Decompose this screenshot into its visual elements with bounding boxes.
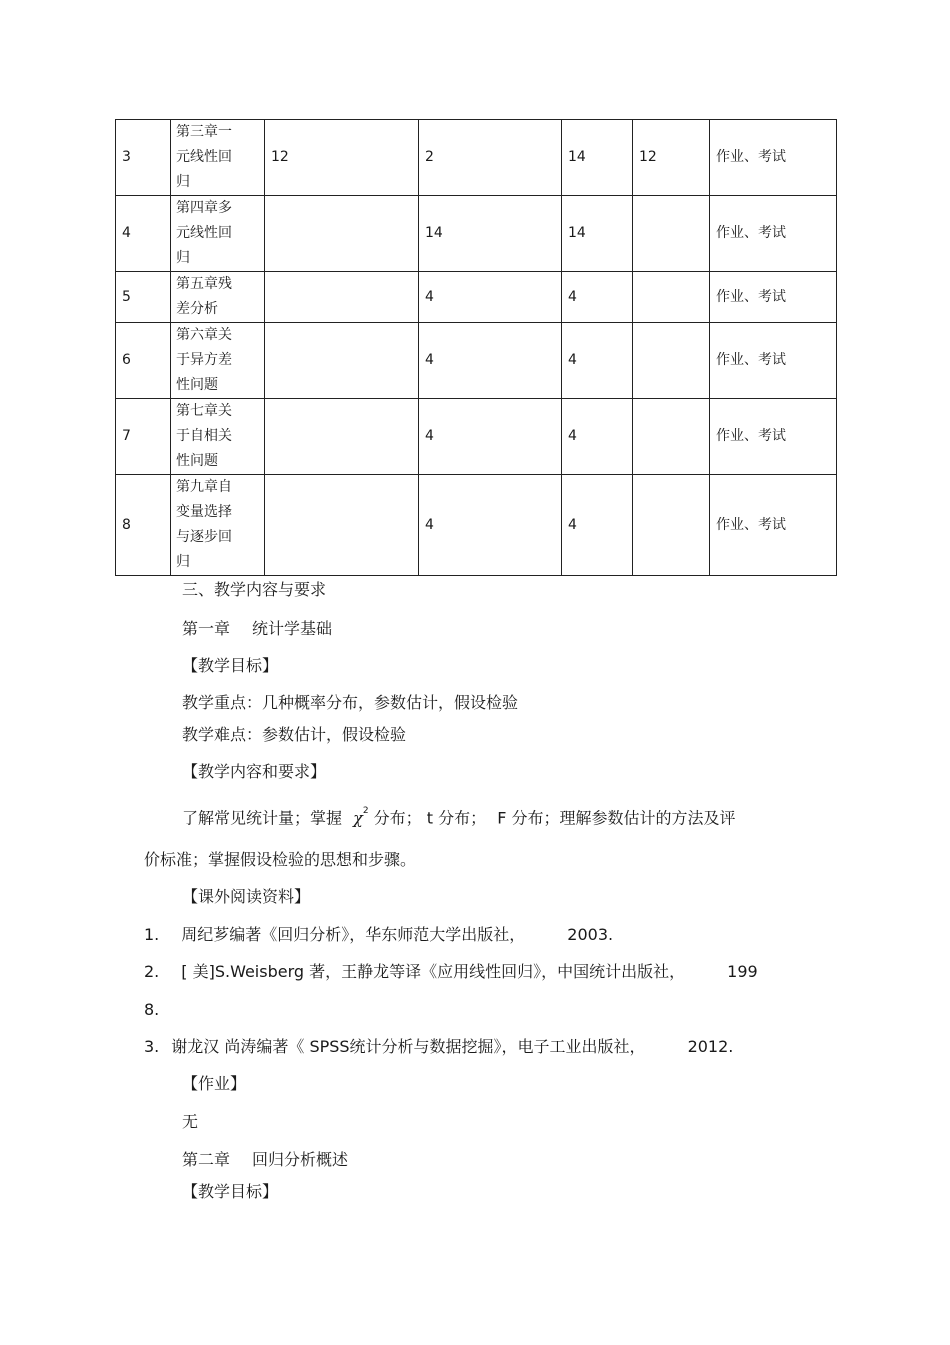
table-row <box>116 323 837 399</box>
reference-1 <box>144 925 613 945</box>
chapter-name-line: 性问题 <box>176 377 218 393</box>
assessment-cell: 作业、考试 <box>710 272 837 323</box>
table-row <box>116 399 837 475</box>
assessment-cell: 作业、考试 <box>710 120 837 196</box>
difficulties: 教学难点：参数估计，假设检验 <box>182 725 407 744</box>
chapter-name-line: 与逐步回 <box>176 529 232 545</box>
teaching-goals-label-2: 【教学目标】 <box>182 1182 279 1201</box>
para-end: 分布；理解参数估计的方法及评 <box>511 808 736 828</box>
assessment-cell: 作业、考试 <box>710 399 837 475</box>
content-paragraph-line-2: 价标准；掌握假设检验的思想和步骤。 <box>144 850 417 869</box>
row-number-cell: 3 <box>116 120 171 196</box>
chapter-name-line: 第九章自 <box>176 479 232 495</box>
chapter-name-line: 第三章一 <box>176 124 232 140</box>
chapter-2-heading <box>182 1150 348 1170</box>
chapter-name-cell <box>171 323 265 399</box>
hours-col-2-cell: 4 <box>419 399 562 475</box>
reference-2-text: [ 美]S.Weisberg 著，王静龙等译《应用线性回归》，中国统计出版社， <box>181 962 686 981</box>
row-number-cell: 5 <box>116 272 171 323</box>
course-hours-table <box>115 119 837 576</box>
reference-3-text: 谢龙汉 尚涛编著《 SPSS统计分析与数据挖掘》，电子工业出版社， <box>171 1037 646 1056</box>
reference-1-year: 2003. <box>567 925 614 944</box>
hours-col-1-cell <box>265 475 419 576</box>
chapter-name-line: 归 <box>176 250 190 266</box>
hours-col-2-cell: 4 <box>419 272 562 323</box>
reference-2 <box>144 962 758 982</box>
chapter-name-line: 于自相关 <box>176 428 232 444</box>
row-number-cell: 6 <box>116 323 171 399</box>
content-paragraph-line-1 <box>182 805 736 828</box>
hours-col-1-cell: 12 <box>265 120 419 196</box>
chapter-name-line: 元线性回 <box>176 149 232 165</box>
chapter-name-cell <box>171 475 265 576</box>
chapter-2-title: 回归分析概述 <box>252 1150 349 1169</box>
hours-col-2-cell: 14 <box>419 196 562 272</box>
assessment-cell: 作业、考试 <box>710 323 837 399</box>
para-t: t 分布； <box>426 808 487 828</box>
chapter-1-title: 统计学基础 <box>252 619 333 638</box>
chapter-2-label: 第二章 <box>182 1150 231 1169</box>
reference-3-number: 3. <box>144 1037 160 1056</box>
hours-col-3-cell: 4 <box>562 475 633 576</box>
hours-col-4-cell <box>633 475 710 576</box>
chapter-name-cell <box>171 399 265 475</box>
hours-col-3-cell: 4 <box>562 399 633 475</box>
chapter-name-line: 第五章残 <box>176 276 232 292</box>
hours-col-3-cell: 4 <box>562 272 633 323</box>
row-number-cell: 4 <box>116 196 171 272</box>
chapter-name-line: 第六章关 <box>176 327 232 343</box>
hours-col-1-cell <box>265 399 419 475</box>
reading-materials-label: 【课外阅读资料】 <box>182 887 311 906</box>
reference-2-year-part-2: 8. <box>144 1000 160 1019</box>
hours-col-4-cell <box>633 399 710 475</box>
hours-col-2-cell: 4 <box>419 475 562 576</box>
hours-col-1-cell <box>265 323 419 399</box>
hours-col-3-cell: 14 <box>562 120 633 196</box>
table-row <box>116 196 837 272</box>
hours-col-1-cell <box>265 196 419 272</box>
key-points: 教学重点：几种概率分布，参数估计，假设检验 <box>182 693 519 712</box>
chapter-name-line: 性问题 <box>176 453 218 469</box>
hours-col-4-cell: 12 <box>633 120 710 196</box>
row-number-cell: 8 <box>116 475 171 576</box>
hours-col-4-cell <box>633 272 710 323</box>
chapter-name-cell <box>171 196 265 272</box>
table-row <box>116 120 837 196</box>
reference-3-year: 2012. <box>687 1037 734 1056</box>
chapter-name-cell <box>171 120 265 196</box>
chapter-name-line: 元线性回 <box>176 225 232 241</box>
chapter-name-line: 于异方差 <box>176 352 232 368</box>
chapter-name-line: 差分析 <box>176 301 218 317</box>
chapter-name-line: 归 <box>176 174 190 190</box>
homework-value: 无 <box>182 1112 199 1131</box>
chapter-name-line: 第四章多 <box>176 200 232 216</box>
chapter-name-line: 第七章关 <box>176 403 232 419</box>
para-f: F <box>497 808 507 828</box>
table-row <box>116 272 837 323</box>
chapter-1-heading <box>182 619 332 639</box>
hours-col-3-cell: 4 <box>562 323 633 399</box>
hours-col-4-cell <box>633 323 710 399</box>
reference-2-year-part-1: 199 <box>727 962 758 981</box>
chi-square-exponent: 2 <box>362 806 369 816</box>
hours-col-2-cell: 2 <box>419 120 562 196</box>
hours-col-2-cell: 4 <box>419 323 562 399</box>
para-start: 了解常见统计量；掌握 <box>182 808 343 828</box>
chapter-name-line: 归 <box>176 554 190 570</box>
chapter-name-cell <box>171 272 265 323</box>
chapter-1-label: 第一章 <box>182 619 231 638</box>
reference-2-number: 2. <box>144 962 160 981</box>
assessment-cell: 作业、考试 <box>710 475 837 576</box>
reference-1-text: 周纪芗编著《回归分析》，华东师范大学出版社， <box>181 925 526 944</box>
hours-col-3-cell: 14 <box>562 196 633 272</box>
hours-col-1-cell <box>265 272 419 323</box>
teaching-goals-label: 【教学目标】 <box>182 656 279 675</box>
chi-square-symbol: χ <box>353 808 363 828</box>
table-row <box>116 475 837 576</box>
row-number-cell: 7 <box>116 399 171 475</box>
section-title: 三、教学内容与要求 <box>182 580 327 599</box>
para-mid: 分布； <box>373 808 422 828</box>
homework-label: 【作业】 <box>182 1074 247 1093</box>
reference-3 <box>144 1037 733 1057</box>
hours-col-4-cell <box>633 196 710 272</box>
reference-1-number: 1. <box>144 925 160 944</box>
assessment-cell: 作业、考试 <box>710 196 837 272</box>
content-requirements-label: 【教学内容和要求】 <box>182 762 327 781</box>
chapter-name-line: 变量选择 <box>176 504 232 520</box>
